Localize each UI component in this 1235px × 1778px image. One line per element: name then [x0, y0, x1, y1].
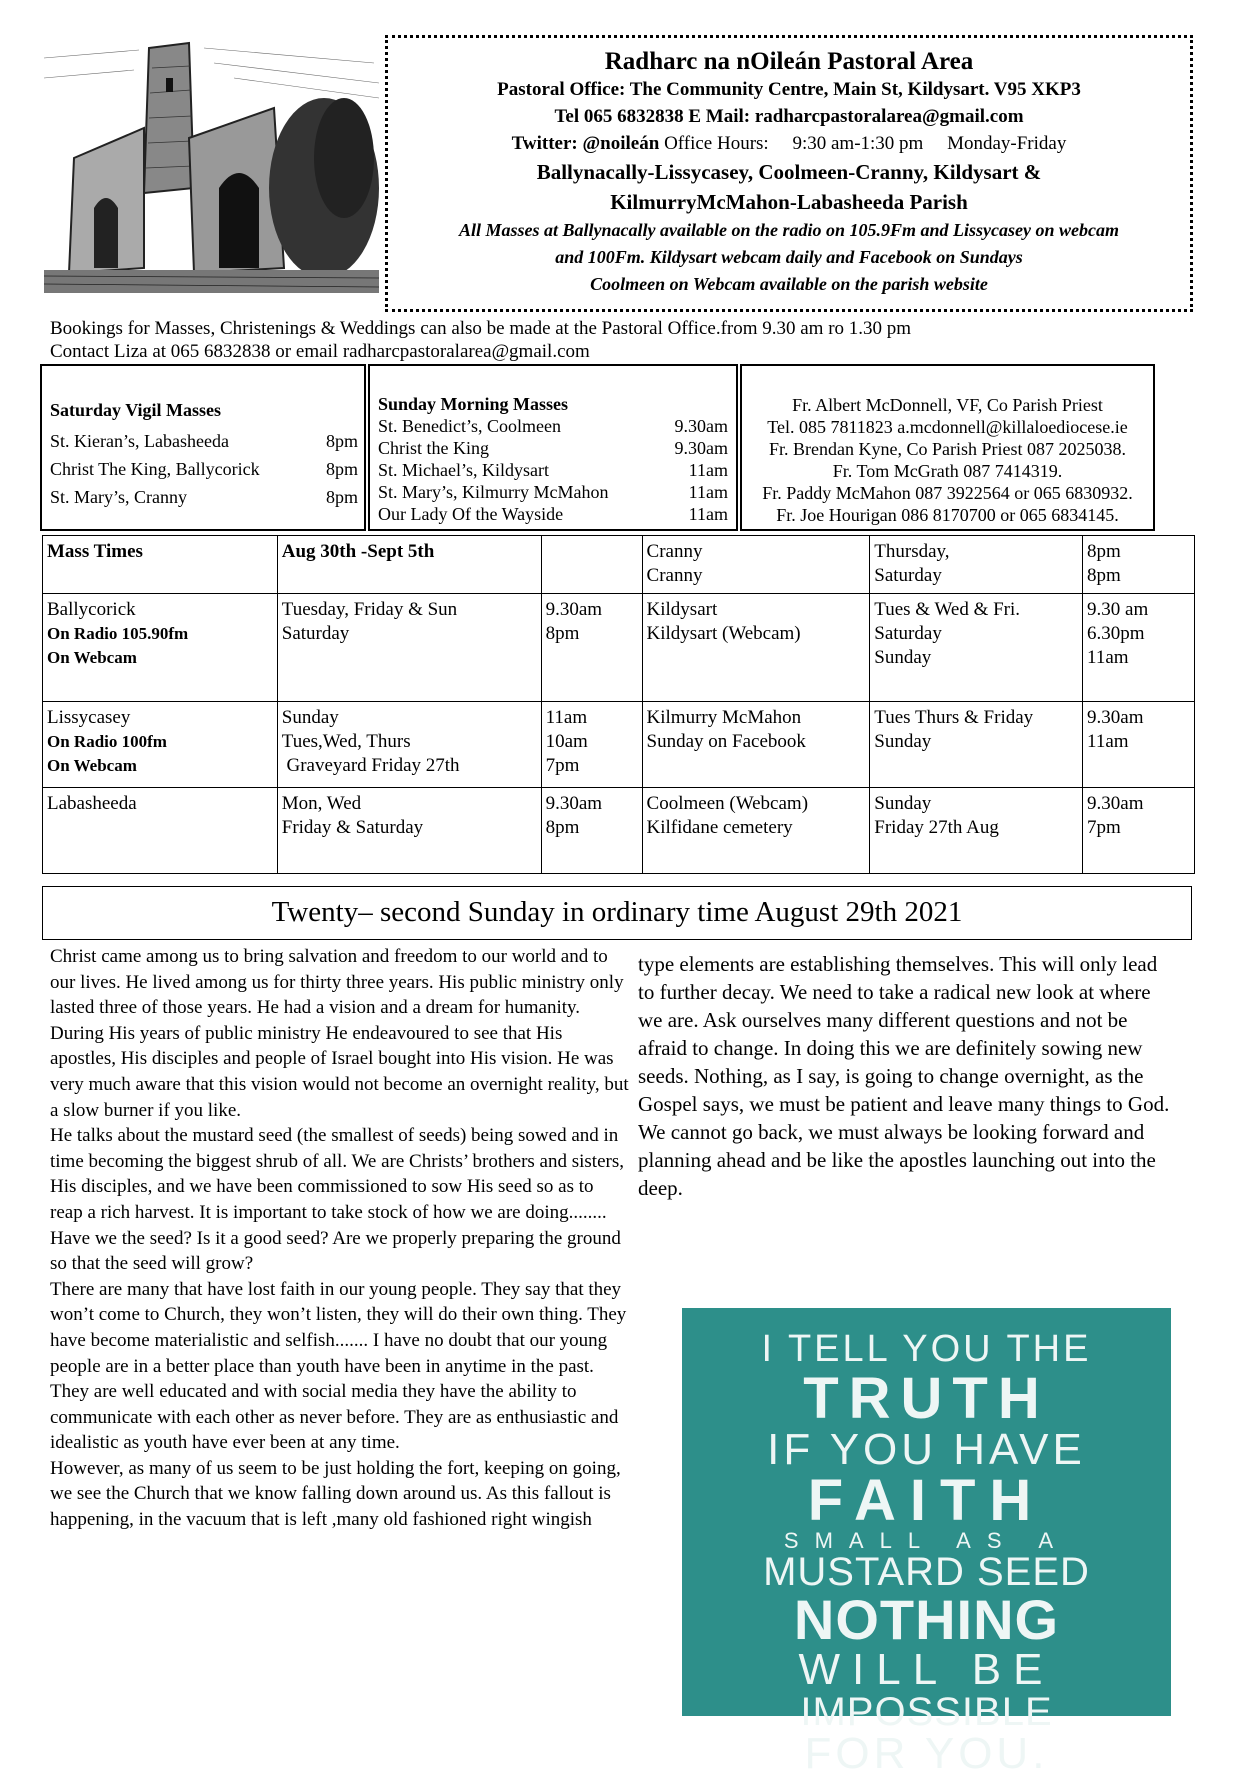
- table-row: Lissycasey On Radio 100fm On Webcam Sunday Tues,Wed, Thurs Graveyard Friday 27th 11am 10am 7pm Kilmurry McMahon Sunday on Facebook Tues Thurs & Friday Sunday 9.30am 11am: [43, 702, 1195, 788]
- sunday-morning-masses: [368, 364, 738, 531]
- office-hours: Office Hours: 9:30 am-1:30 pm Monday-Friday: [664, 133, 1067, 154]
- broadcast-note-3: Coolmeen on Webcam available on the parish website: [590, 274, 988, 294]
- poster-line: FAITH: [807, 1468, 1046, 1533]
- list-item: St. Michael’s, Kildysart 11am: [378, 460, 728, 480]
- twitter-hours-line: [388, 130, 1190, 157]
- clergy-line: Fr. Albert McDonnell, VF, Co Parish Priest: [792, 395, 1103, 415]
- clergy-line: Fr. Tom McGrath 087 7414319.: [832, 461, 1063, 481]
- paragraph: type elements are establishing themselves. This will only lead to further decay. We need to take a radical new look at where we are. Ask ourselves many different questions and not be afraid to change. In doing this we are definitely sowing new seeds. Nothing, as I say, is going to change overnight, as the Gospel says, we must be patient and leave many things to God.: [638, 952, 1170, 1116]
- sunday-title: Sunday Morning Masses: [378, 394, 569, 414]
- reflection-left-column: [50, 944, 630, 1533]
- list-item: St. Mary’s, Kilmurry McMahon 11am: [378, 482, 728, 502]
- saturday-title: Saturday Vigil Masses: [50, 400, 222, 420]
- table-row: Ballycorick On Radio 105.90fm On Webcam Tuesday, Friday & Sun Saturday 9.30am 8pm Kildysart Kildysart (Webcam) Tues & Wed & Fri. Saturday Sunday 9.30 am 6.30pm 11am: [43, 594, 1195, 702]
- sunday-banner: Twenty– second Sunday in ordinary time August 29th 2021: [42, 886, 1192, 940]
- bookings-line-2: Contact Liza at 065 6832838 or email radharcpastoralarea@gmail.com: [50, 341, 590, 362]
- list-item: Christ The King, Ballycorick 8pm: [50, 459, 358, 479]
- poster-line: IMPOSSIBLE: [800, 1690, 1053, 1734]
- poster-line: NOTHING: [793, 1588, 1060, 1651]
- table-row: Labasheeda Mon, Wed Friday & Saturday 9.30am 8pm Coolmeen (Webcam) Kilfidane cemetery Sunday Friday 27th Aug 9.30am 7pm: [43, 788, 1195, 874]
- list-item: St. Mary’s, Cranny 8pm: [50, 487, 358, 507]
- church-ruin-illustration: [44, 38, 379, 293]
- clergy-line: Fr. Paddy McMahon 087 3922564 or 065 6830932.: [762, 483, 1133, 503]
- poster-line: FOR YOU.: [804, 1729, 1049, 1778]
- office-address: Pastoral Office: The Community Centre, Main St, Kildysart. V95 XKP3: [497, 79, 1081, 100]
- paragraph: We cannot go back, we must always be looking forward and planning ahead and be like the apostles launching out into the deep.: [638, 1120, 1156, 1200]
- broadcast-note-2: and 100Fm. Kildysart webcam daily and Facebook on Sundays: [555, 247, 1023, 267]
- paragraph: He talks about the mustard seed (the smallest of seeds) being sowed and in time becoming the biggest shrub of all. We are Christs’ brothers and sisters, His disciples, and we have been commissioned to sow His seed so as to reap a rich harvest. It is important to take stock of how we are doing........ Have we the seed? Is it a good seed? Are we properly preparing the ground so that the seed will grow?: [50, 1125, 624, 1275]
- poster-line: TRUTH: [803, 1366, 1050, 1431]
- parish-line-2: KilmurryMcMahon-Labasheeda Parish: [610, 190, 968, 214]
- poster-line: IF YOU HAVE: [767, 1425, 1086, 1474]
- list-item: Our Lady Of the Wayside 11am: [378, 504, 728, 524]
- mass-times-table: [42, 535, 1195, 874]
- poster-line: SMALL AS A: [783, 1528, 1070, 1553]
- bookings-line-1: Bookings for Masses, Christenings & Weddings can also be made at the Pastoral Office.from 9.30 am ro 1.30 pm: [50, 318, 912, 339]
- poster-line: I TELL YOU THE: [761, 1328, 1092, 1370]
- clergy-line: Tel. 085 7811823 a.mcdonnell@killaloediocese.ie: [767, 417, 1128, 437]
- contact-line: Tel 065 6832838 E Mail: radharcpastoralarea@gmail.com: [554, 106, 1024, 127]
- poster-line: MUSTARD SEED: [763, 1550, 1090, 1594]
- pastoral-area-title: Radharc na nOileán Pastoral Area: [604, 48, 974, 75]
- twitter-handle: Twitter: @noileán: [511, 133, 660, 154]
- paragraph: There are many that have lost faith in our young people. They say that they won’t come to Church, they won’t listen, they will do their own thing. They have become materialistic and selfish....... I have no doubt that our young people are in a better place than youth have been in anytime in the past. They are well educated and with social media they have the ability to communicate with each other as never before. They are as enthusiastic and idealistic as youth have ever been at any time.: [50, 1278, 627, 1454]
- parish-line-1: Ballynacally-Lissycasey, Coolmeen-Cranny, Kildysart &: [536, 160, 1042, 184]
- bookings-info: [50, 317, 911, 363]
- mass-times-heading: Mass Times: [43, 536, 278, 594]
- list-item: Christ the King 9.30am: [378, 438, 728, 458]
- paragraph: However, as many of us seem to be just holding the fort, keeping on going, we see the Church that we know falling down around us. As this fallout is happening, in the vacuum that is left ,many old fashioned right wingish: [50, 1457, 621, 1531]
- clergy-line: Fr. Brendan Kyne, Co Parish Priest 087 2025038.: [769, 439, 1126, 459]
- table-header-row: Mass Times Aug 30th -Sept 5th Cranny Cranny Thursday, Saturday 8pm 8pm: [43, 536, 1195, 594]
- reflection-right-column: [638, 950, 1178, 1202]
- clergy-contacts: [740, 364, 1155, 531]
- date-range: Aug 30th -Sept 5th: [277, 536, 541, 594]
- list-item: St. Kieran’s, Labasheeda 8pm: [50, 431, 358, 451]
- clergy-line: Fr. Joe Hourigan 086 8170700 or 065 6834145.: [776, 505, 1119, 525]
- pastoral-header: [385, 35, 1193, 312]
- paragraph: Christ came among us to bring salvation and freedom to our world and to our lives. He lived among us for thirty three years. His public ministry only lasted three of those years. He had a vision and a dream for humanity. During His years of public ministry He endeavoured to see that His apostles, His disciples and people of Israel bought into His vision. He was very much aware that this vision would not become an overnight reality, but a slow burner if you like.: [50, 946, 629, 1121]
- poster-line: WILL BE: [798, 1645, 1055, 1694]
- saturday-vigil-masses: [40, 364, 366, 531]
- broadcast-note-1: All Masses at Ballynacally available on the radio on 105.9Fm and Lissycasey on webcam: [459, 220, 1119, 240]
- mustard-seed-poster: [682, 1308, 1171, 1778]
- list-item: St. Benedict’s, Coolmeen 9.30am: [378, 416, 728, 436]
